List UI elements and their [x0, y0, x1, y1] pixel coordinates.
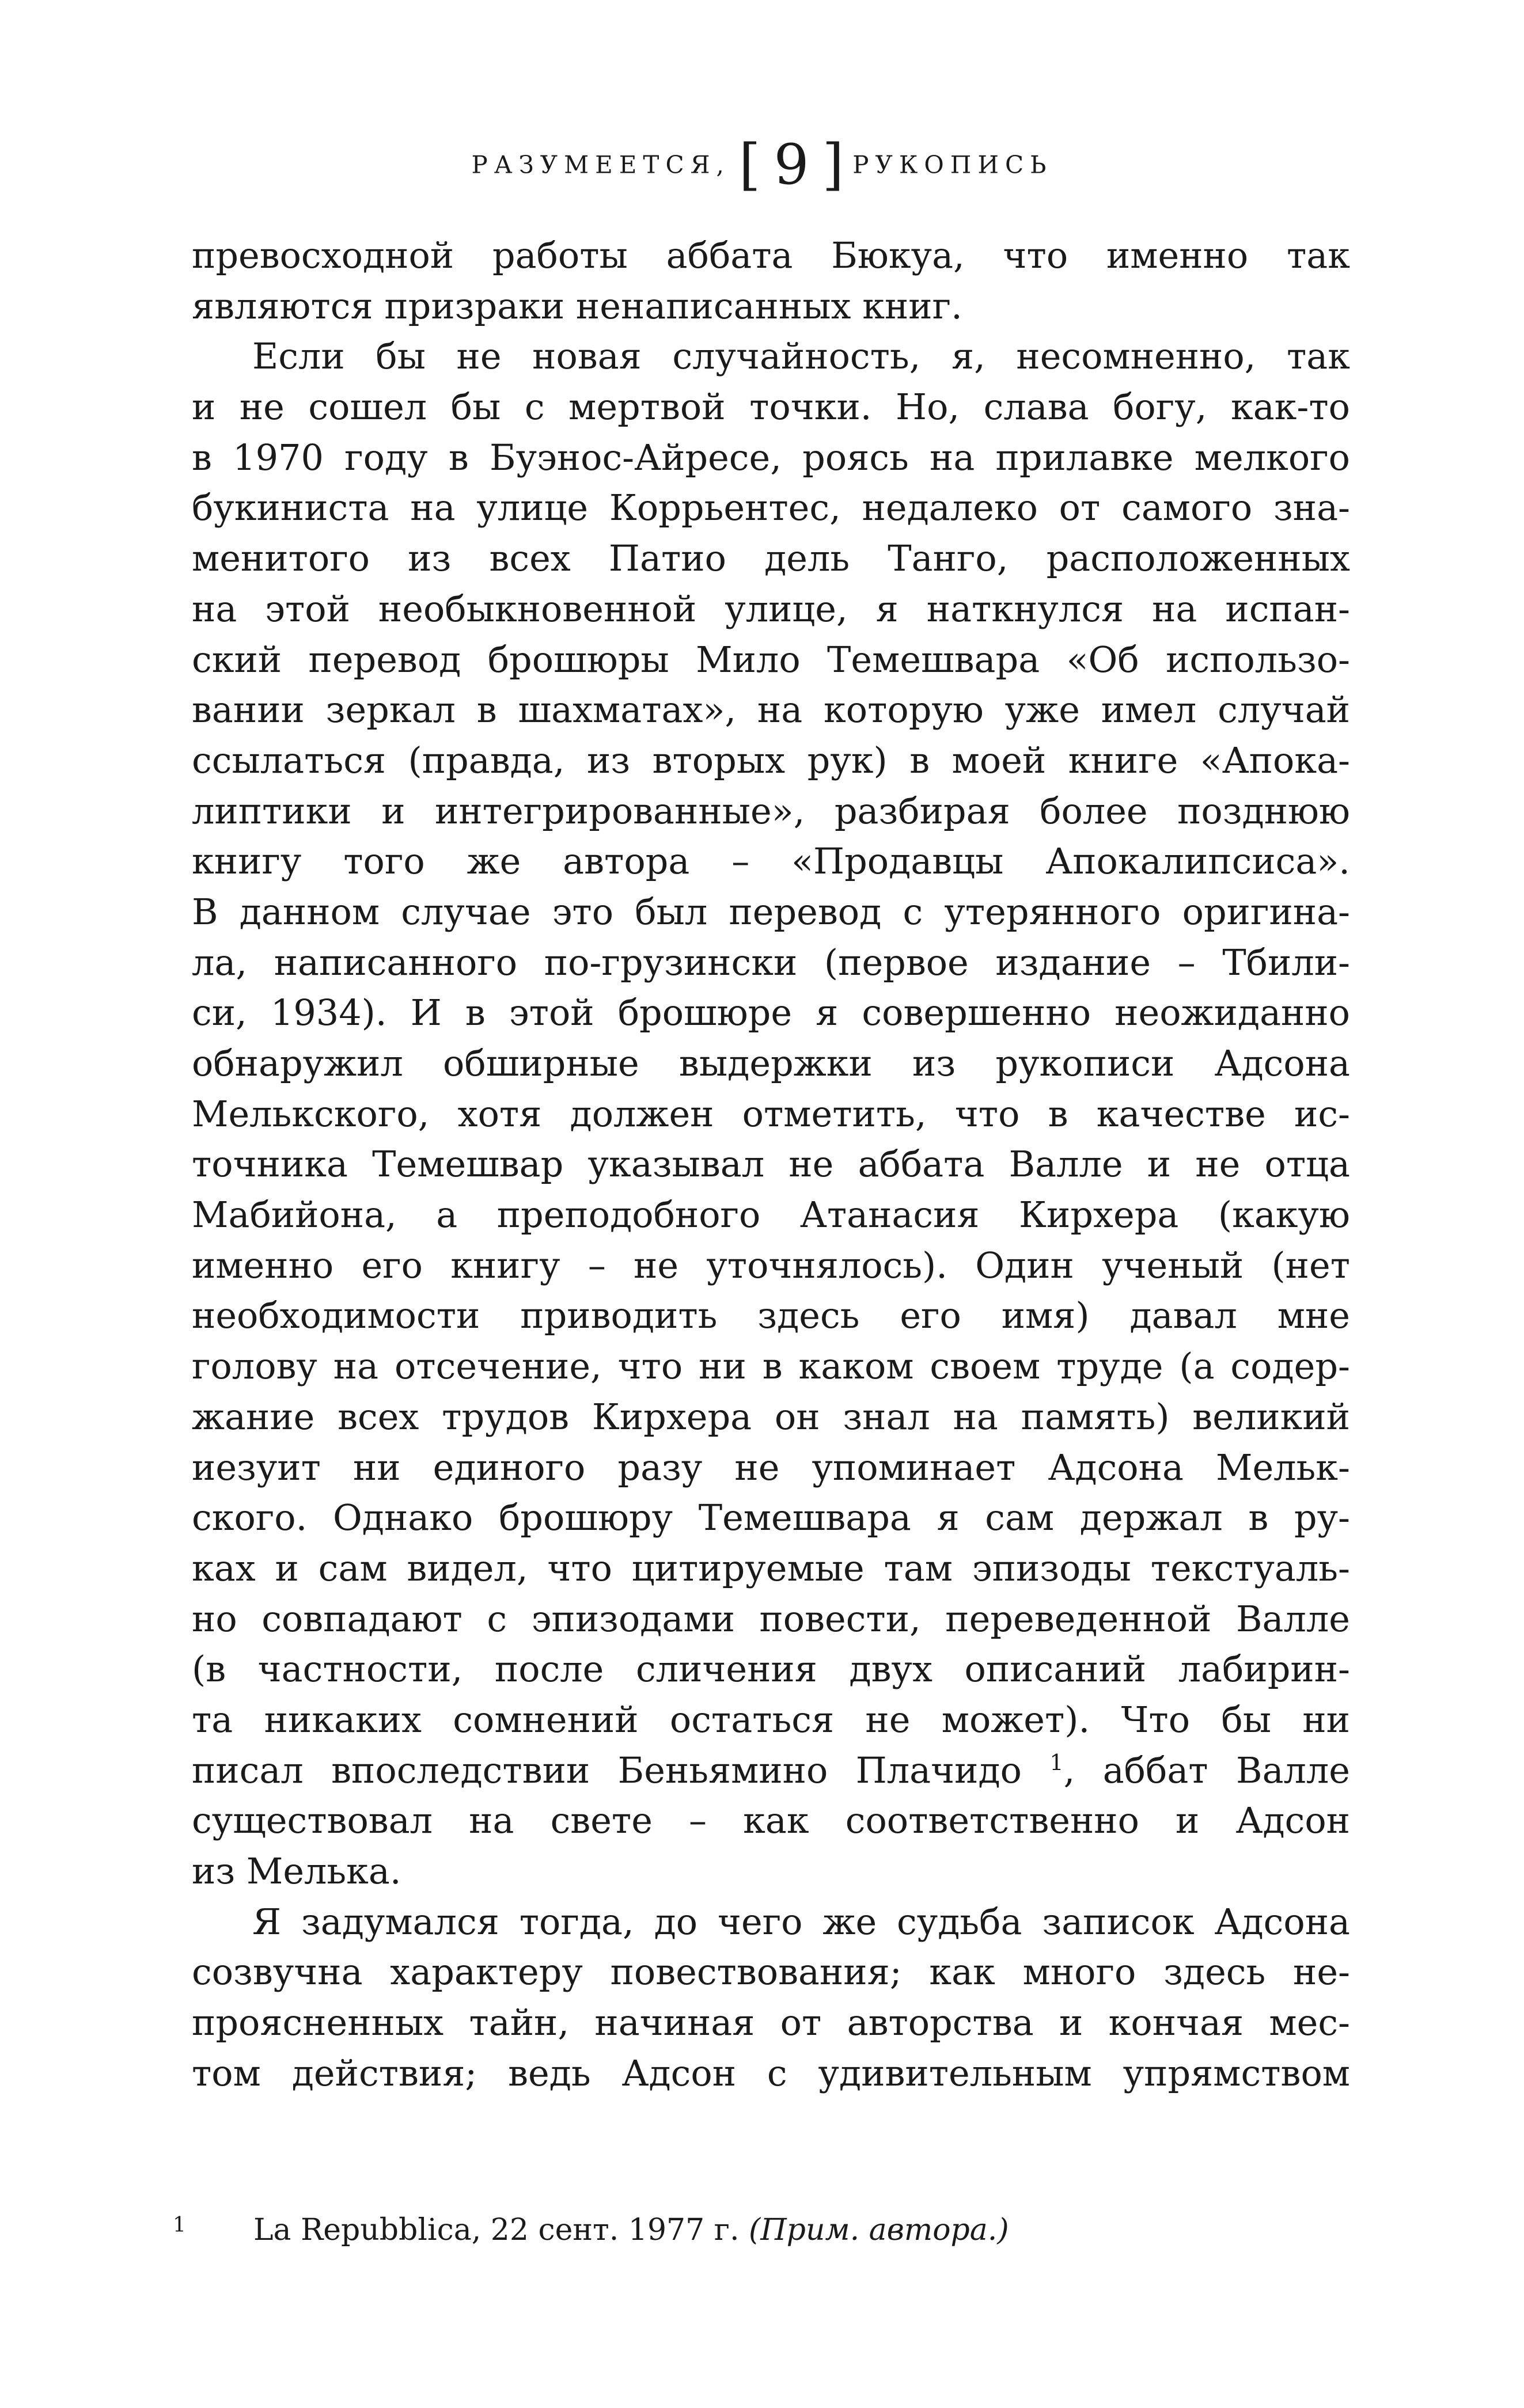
text-line: голову на отсечение, что ни в каком своем труде (а содер- — [192, 1345, 1350, 1388]
text-line: и не сошел бы с мертвой точки. Но, слава богу, как-то — [192, 386, 1350, 428]
text-line-part: писал впоследствии Беньямино Плачидо — [192, 1749, 1022, 1791]
text-line: менитого из всех Патио дель Танго, расположенных — [192, 537, 1350, 580]
text-line: си, 1934). И в этой брошюре я совершенно неожиданно — [192, 992, 1350, 1034]
footnote-marker: 1 — [173, 2213, 186, 2237]
text-line: Я задумался тогда, до чего же судьба записок Адсона — [252, 1900, 1350, 1943]
footnote-text: La Repubblica, 22 сент. 1977 г. — [253, 2213, 740, 2247]
text-line: ках и сам видел, что цитируемые там эпизоды текстуаль- — [192, 1547, 1350, 1589]
page-number: 9 — [774, 132, 809, 197]
text-line: необходимости приводить здесь его имя) давал мне — [192, 1294, 1350, 1337]
text-line: Если бы не новая случайность, я, несомненно, так — [252, 335, 1350, 378]
page-number-close-bracket: ] — [822, 132, 844, 197]
text-line: являются призраки ненаписанных книг. — [192, 284, 962, 327]
footnote-reference: 1 — [1049, 1749, 1064, 1775]
text-line: на этой необыкновенной улице, я наткнулся на испан- — [192, 587, 1350, 630]
text-line: точника Темешвар указывал не аббата Валле и не отца — [192, 1143, 1350, 1186]
text-line: букиниста на улице Коррьентес, недалеко от самого зна- — [192, 487, 1350, 529]
text-line: превосходной работы аббата Бюкуа, что именно так — [192, 234, 1350, 276]
text-line-with-footnote — [192, 1745, 1350, 1796]
text-line: том действия; ведь Адсон с удивительным упрямством — [192, 2052, 1350, 2094]
running-head-left: РАЗУМЕЕТСЯ, — [471, 150, 730, 179]
footnote-note: (Прим. автора.) — [749, 2213, 1009, 2247]
text-line: (в частности, после сличения двух описаний лабирин- — [192, 1648, 1350, 1691]
text-line: из Мелька. — [192, 1850, 401, 1892]
page-number-open-bracket: [ — [738, 132, 761, 197]
text-line: жание всех трудов Кирхера он знал на память) великий — [192, 1395, 1350, 1438]
text-line: та никаких сомнений остаться не может). Что бы ни — [192, 1698, 1350, 1741]
running-head — [0, 132, 1524, 197]
text-line: созвучна характеру повествования; как много здесь не- — [192, 1951, 1350, 1993]
text-line: но совпадают с эпизодами повести, переведенной Валле — [192, 1597, 1350, 1640]
text-line: Мабийона, а преподобного Атанасия Кирхера (какую — [192, 1194, 1350, 1236]
text-line: иезуит ни единого разу не упоминает Адсона Мельк- — [192, 1446, 1350, 1488]
text-line-part: , аббат Валле — [1063, 1749, 1350, 1791]
text-line: в 1970 году в Буэнос-Айресе, роясь на прилавке мелкого — [192, 436, 1350, 478]
footnote — [173, 2205, 1350, 2250]
text-line: вании зеркал в шахматах», на которую уже имел случай — [192, 689, 1350, 731]
body-text — [192, 230, 1350, 2098]
text-line: именно его книгу – не уточнялось). Один ученый (нет — [192, 1244, 1350, 1286]
text-line: ссылаться (правда, из вторых рук) в моей книге «Апока- — [192, 739, 1350, 781]
text-line: обнаружил обширные выдержки из рукописи Адсона — [192, 1042, 1350, 1084]
text-line: проясненных тайн, начиная от авторства и кончая мес- — [192, 2001, 1350, 2044]
text-line: липтики и интегрированные», разбирая более позднюю — [192, 789, 1350, 832]
text-line: В данном случае это был перевод с утерянного оригина- — [192, 890, 1350, 933]
text-line: ла, написанного по-грузински (первое издание – Тбили- — [192, 941, 1350, 983]
text-line: Мелькского, хотя должен отметить, что в качестве ис- — [192, 1092, 1350, 1135]
text-line: книгу того же автора – «Продавцы Апокалипсиса». — [192, 840, 1350, 883]
running-head-right: РУКОПИСЬ — [852, 150, 1053, 179]
text-line: существовал на свете – как соответственно и Адсон — [192, 1799, 1350, 1842]
text-line: ского. Однако брошюру Темешвара я сам держал в ру- — [192, 1497, 1350, 1539]
text-line: ский перевод брошюры Мило Темешвара «Об использо- — [192, 638, 1350, 681]
